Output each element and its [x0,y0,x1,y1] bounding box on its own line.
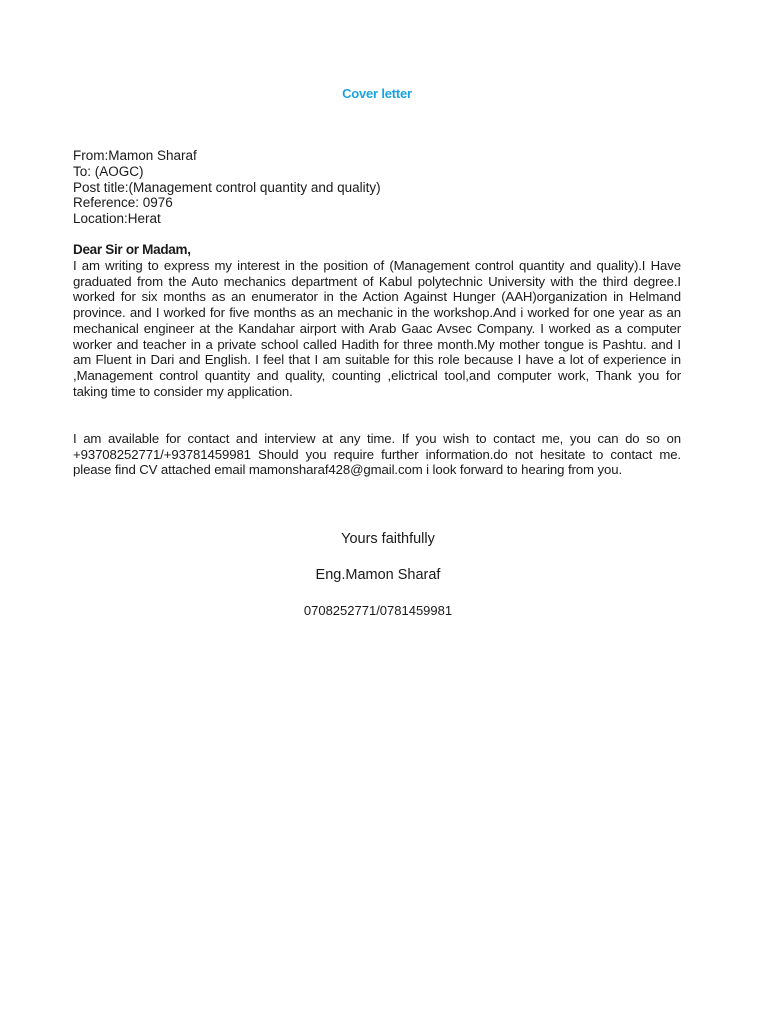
body-paragraph-contact: I am available for contact and interview at any time. If you wish to contact me, you can do so on +93708252771/+93781459981 Should you require further information.do not hesitate to contact me. please find CV attached email mamonsharaf428@gmail.com i look forward to hearing from you. [73,431,681,478]
post-title-line: Post title:(Management control quantity and quality) [73,179,381,195]
to-line: To: (AOGC) [73,163,144,179]
reference-line: Reference: 0976 [73,195,173,211]
salutation: Dear Sir or Madam, [73,242,191,257]
document-title: Cover letter [342,86,412,101]
closing: Yours faithfully [341,531,435,547]
location-line: Location:Herat [73,211,161,227]
signature-name: Eng.Mamon Sharaf [315,567,441,583]
body-paragraph-intro: I am writing to express my interest in the position of (Management control quantity and quality).I Have graduated from the Auto mechanics department of Kabul polytechnic University with the third degree.I worked for six months as an enumerator in the Action Against Hunger (AAH)organization in Helmand province. and I worked for five months as an mechanic in the workshop.And i worked for one year as an mechanical engineer at the Kandahar airport with Arab Gaac Avsec Company. I worked as a computer worker and teacher in a private school called Hadith for three month.My mother tongue is Pashtu. and I am Fluent in Dari and English. I feel that I am suitable for this role because I have a lot of experience in ,Management control quantity and quality, counting ,elictrical tool,and computer work, Thank you for taking time to consider my application. [73,258,681,399]
phone-numbers: 0708252771/0781459981 [303,603,453,618]
letter-header [73,148,683,227]
from-line: From:Mamon Sharaf [73,148,197,163]
